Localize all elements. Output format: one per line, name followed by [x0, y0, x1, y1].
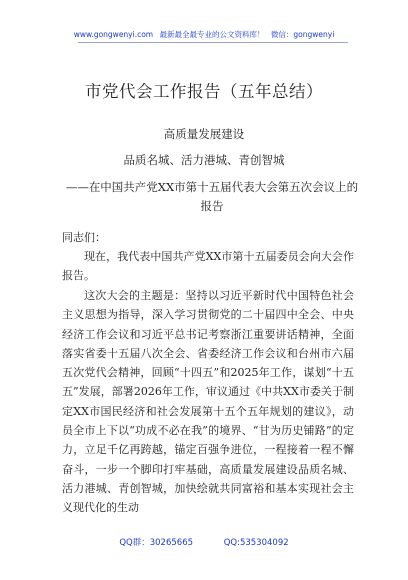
- site-slogan: 最新最全最专业的公文资料库！: [159, 30, 265, 39]
- qq-number: QQ:535304092: [223, 538, 289, 548]
- document-subtitle-1: 高质量发展建设: [163, 127, 245, 141]
- document-subtitle-3: ——在中国共产党XX市第十五届代表大会第五次会议上的报告: [65, 180, 359, 213]
- qq-group: QQ群：30265665: [119, 538, 194, 548]
- paragraph-2: 这次大会的主题是：坚持以习近平新时代中国特色社会主义思想为指导，深入学习贯彻党的二十届四中全会、中央经济工作会议和习近平总书记考察浙江重要讲话精神，全面落实省委十五届八次全会、省委经济工作会议和台州市六届五次党代会精神，回顾“十四五”和2025年工作，谋划“十五五”发展，部署2026年工作，审议通过《中共XX市委关于制定XX市国民经济和社会发展第十五个五年规划的建议》，动员全市上下以“功成不必在我”的境界、“甘为历史铺路”的定力，立足千亿再跨越，锚定百强争进位，一程接着一程不懈奋斗，一步一个脚印打牢基础，高质量发展建设品质名城、活力港城、青创智城，加快绘就共同富裕和基本实现社会主义现代化的生动: [62, 289, 354, 515]
- header-divider: [78, 42, 348, 43]
- document-title: 市党代会工作报告（五年总结）: [85, 82, 323, 101]
- paragraph-1: 现在，我代表中国共产党XX市第十五届委员会向大会作报告。: [62, 250, 354, 283]
- document-subtitle-2: 品质名城、活力港城、青创智城: [123, 153, 285, 167]
- site-url[interactable]: www.gongwenyi.com: [73, 30, 154, 39]
- wechat-id: 微信：gongwenyi: [270, 30, 335, 39]
- site-footer: [0, 536, 408, 548]
- salutation: 同志们：: [62, 231, 106, 244]
- site-header: [0, 29, 408, 40]
